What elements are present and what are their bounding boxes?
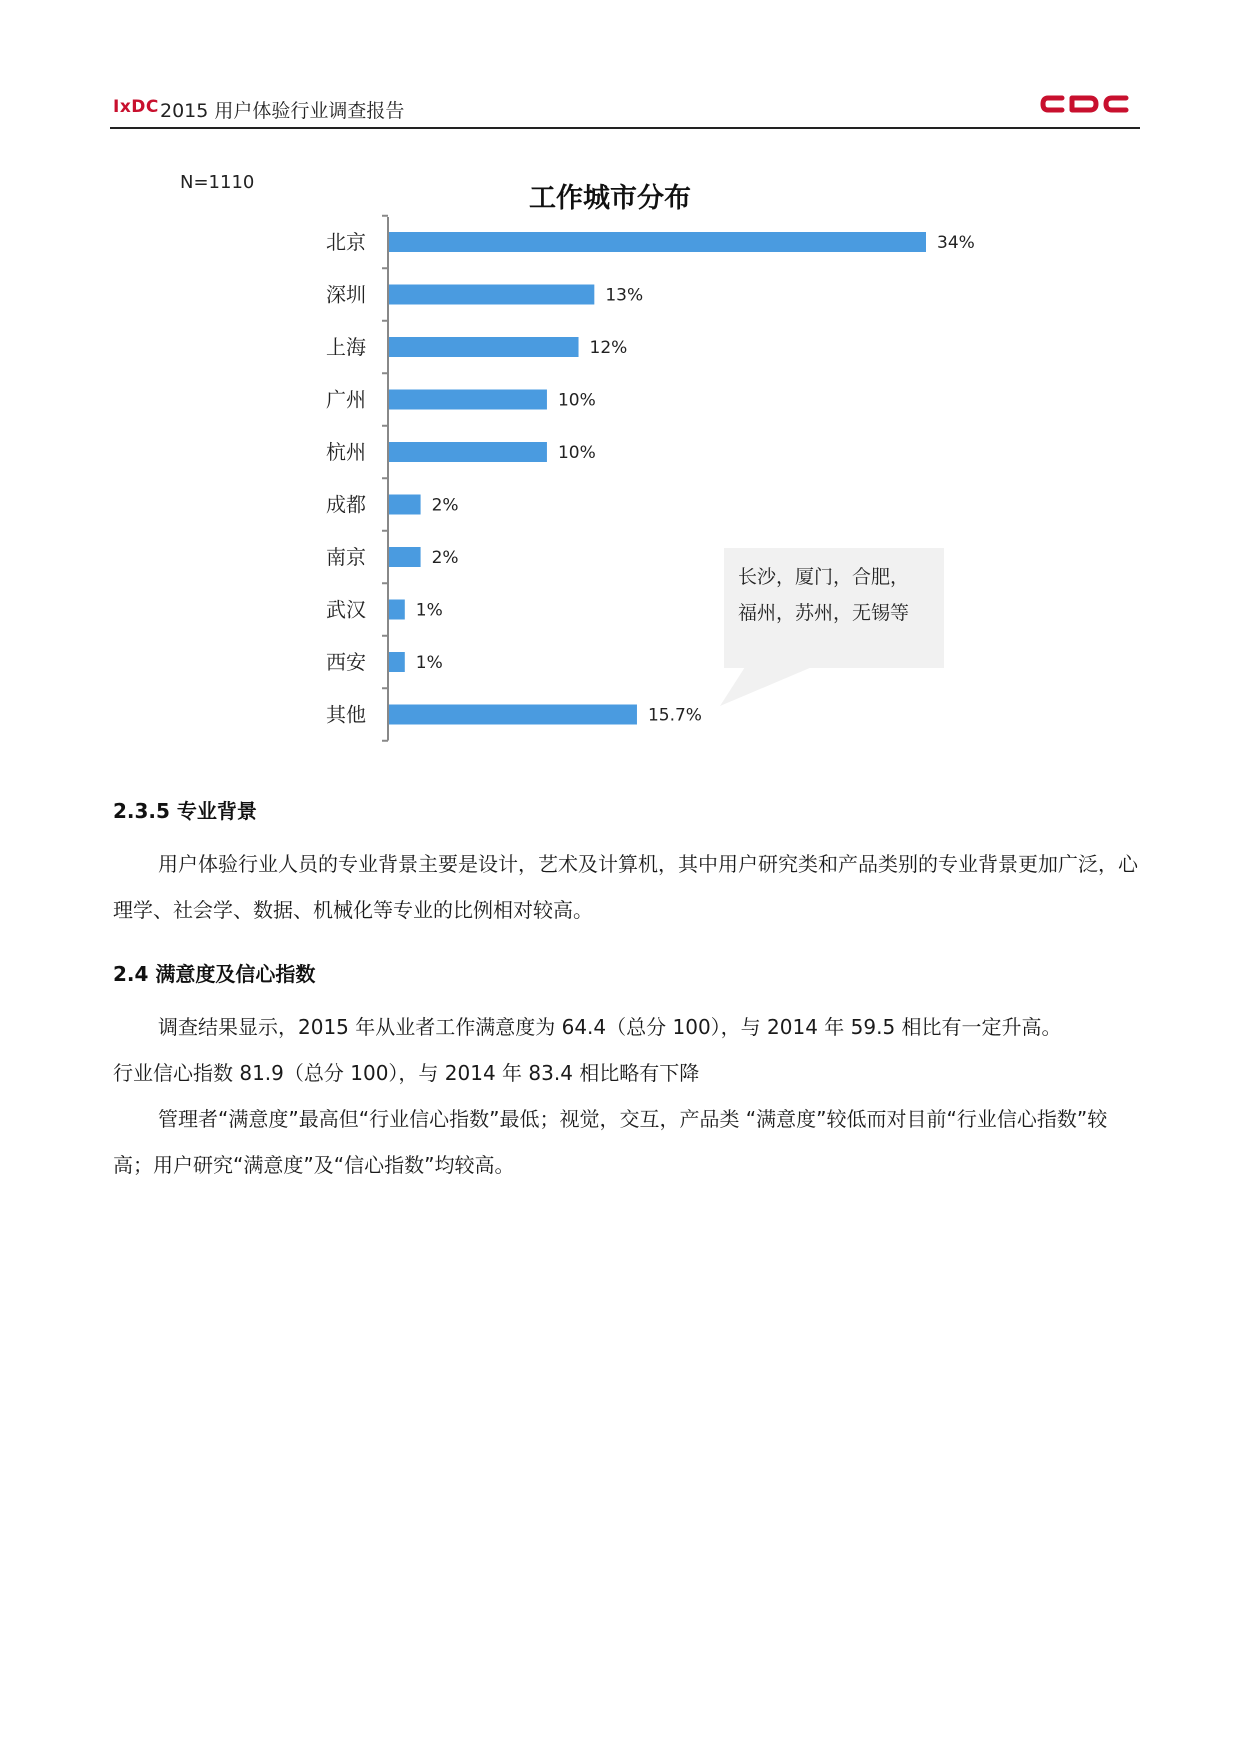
category-label: 深圳 — [326, 282, 366, 307]
bar — [389, 232, 926, 252]
value-label: 2% — [431, 495, 459, 516]
category-label: 杭州 — [326, 440, 366, 464]
value-label: 1% — [415, 600, 443, 621]
chart-title: 工作城市分布 — [529, 183, 691, 214]
bar — [389, 442, 547, 462]
bar — [389, 652, 405, 672]
value-label: 15.7% — [647, 705, 702, 726]
value-label: 13% — [605, 285, 644, 306]
callout-line-2: 福州，苏州，无锡等 — [738, 602, 910, 624]
value-label: 10% — [557, 443, 596, 463]
category-label: 成都 — [326, 492, 366, 517]
category-label: 广州 — [326, 387, 366, 412]
section-heading: 2.3.5 专业背景 — [113, 799, 257, 823]
category-label: 北京 — [326, 230, 366, 254]
category-label: 武汉 — [326, 597, 366, 622]
bar — [389, 285, 594, 305]
category-label: 其他 — [326, 702, 366, 727]
paragraph: 行业信心指数 81.9（总分 100），与 2014 年 83.4 相比略有下降 — [113, 1061, 700, 1085]
section-body — [113, 841, 1143, 933]
paragraph: 用户体验行业人员的专业背景主要是设计，艺术及计算机，其中用户研究类和产品类别的专业背景更加广泛，心理学、社会学、数据、机械化等专业的比例相对较高。 — [113, 852, 1138, 922]
paragraph: 调查结果显示，2015 年从业者工作满意度为 64.4（总分 100），与 2014 年 59.5 相比有一定升高。 — [158, 1015, 1062, 1039]
paragraph: 管理者“满意度”最高但“行业信心指数”最低；视觉，交互，产品类 “满意度”较低而对目前“行业信心指数”较高；用户研究“满意度”及“信心指数”均较高。 — [113, 1107, 1108, 1177]
value-label: 12% — [589, 338, 628, 358]
callout-box — [724, 548, 944, 668]
bar — [389, 600, 405, 620]
section-heading: 2.4 满意度及信心指数 — [113, 962, 316, 986]
bar — [389, 495, 421, 515]
sample-size-label: N=1110 — [180, 172, 255, 193]
category-label: 南京 — [326, 545, 366, 569]
value-label: 2% — [431, 548, 459, 568]
category-label: 西安 — [326, 650, 366, 674]
bar — [389, 337, 579, 357]
bar — [389, 705, 637, 725]
section-body — [113, 1004, 1143, 1188]
value-label: 1% — [415, 653, 443, 673]
callout-line-1: 长沙，厦门，合肥， — [738, 566, 910, 588]
brand-wordmark: IxDC — [113, 97, 159, 117]
bar — [389, 547, 421, 567]
value-label: 10% — [557, 390, 596, 411]
category-label: 上海 — [326, 335, 366, 359]
bar — [389, 390, 547, 410]
report-title: 2015 用户体验行业调查报告 — [160, 100, 405, 122]
city-bar-chart — [0, 0, 1240, 760]
value-label: 34% — [937, 233, 975, 253]
